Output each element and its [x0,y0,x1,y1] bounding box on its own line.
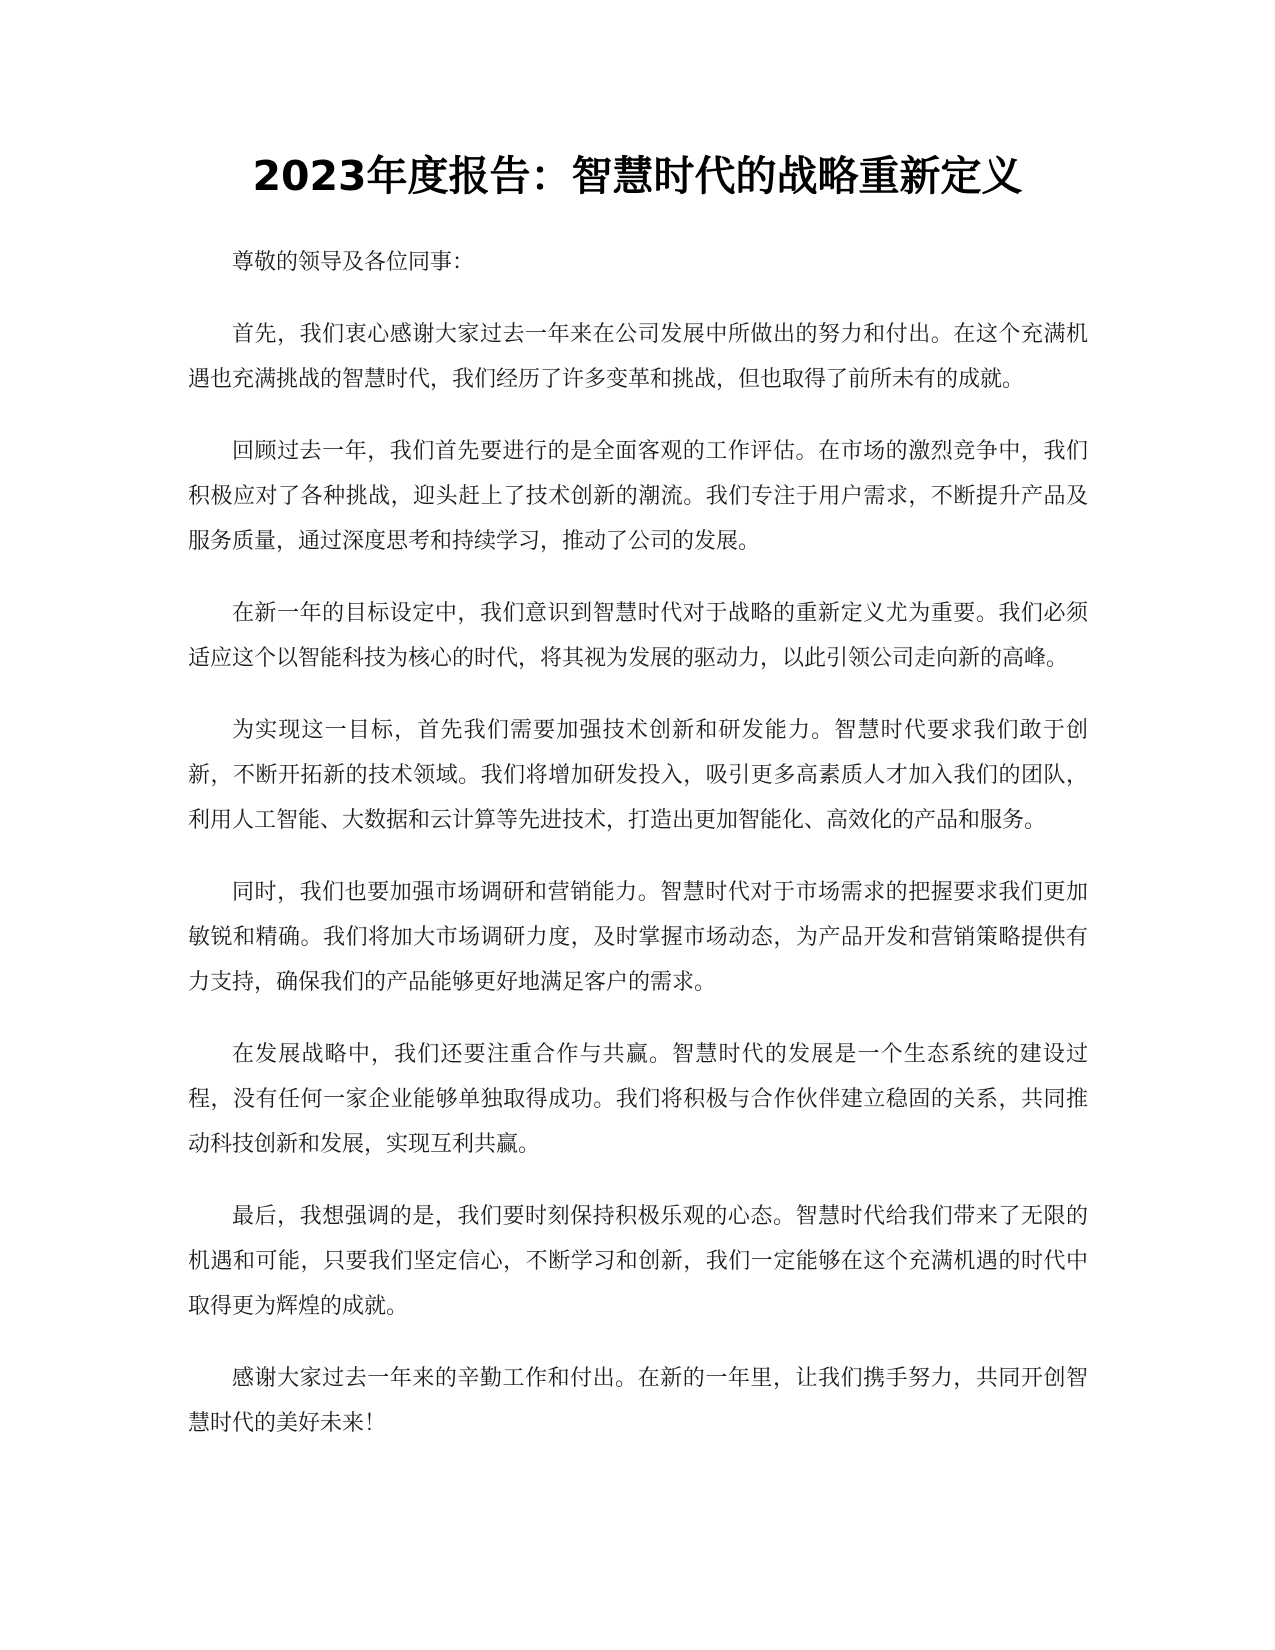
document-title: 2023年度报告：智慧时代的战略重新定义 [252,152,1023,200]
paragraph-closing: 感谢大家过去一年来的辛勤工作和付出。在新的一年里，让我们携手努力，共同开创智慧时代的美好未来！ [188,1366,1088,1436]
paragraph-innovation: 为实现这一目标，首先我们需要加强技术创新和研发能力。智慧时代要求我们敢于创新，不断开拓新的技术领域。我们将增加研发投入，吸引更多高素质人才加入我们的团队，利用人工智能、大数据和云计算等先进技术，打造出更加智能化、高效化的产品和服务。 [188,718,1088,833]
document-body [188,240,1088,1473]
paragraph-marketing: 同时，我们也要加强市场调研和营销能力。智慧时代对于市场需求的把握要求我们更加敏锐和精确。我们将加大市场调研力度，及时掌握市场动态，为产品开发和营销策略提供有力支持，确保我们的产品能够更好地满足客户的需求。 [188,880,1088,995]
paragraph-thanks: 首先，我们衷心感谢大家过去一年来在公司发展中所做出的努力和付出。在这个充满机遇也充满挑战的智慧时代，我们经历了许多变革和挑战，但也取得了前所未有的成就。 [188,322,1088,392]
paragraph-review: 回顾过去一年，我们首先要进行的是全面客观的工作评估。在市场的激烈竞争中，我们积极应对了各种挑战，迎头赶上了技术创新的潮流。我们专注于用户需求，不断提升产品及服务质量，通过深度思考和持续学习，推动了公司的发展。 [188,439,1088,554]
paragraph-goals: 在新一年的目标设定中，我们意识到智慧时代对于战略的重新定义尤为重要。我们必须适应这个以智能科技为核心的时代，将其视为发展的驱动力，以此引领公司走向新的高峰。 [188,601,1088,671]
paragraph-mindset: 最后，我想强调的是，我们要时刻保持积极乐观的心态。智慧时代给我们带来了无限的机遇和可能，只要我们坚定信心，不断学习和创新，我们一定能够在这个充满机遇的时代中取得更为辉煌的成就。 [188,1204,1088,1319]
paragraph-cooperation: 在发展战略中，我们还要注重合作与共赢。智慧时代的发展是一个生态系统的建设过程，没有任何一家企业能够单独取得成功。我们将积极与合作伙伴建立稳固的关系，共同推动科技创新和发展，实现互利共赢。 [188,1042,1088,1157]
paragraph-greeting: 尊敬的领导及各位同事： [232,250,475,275]
